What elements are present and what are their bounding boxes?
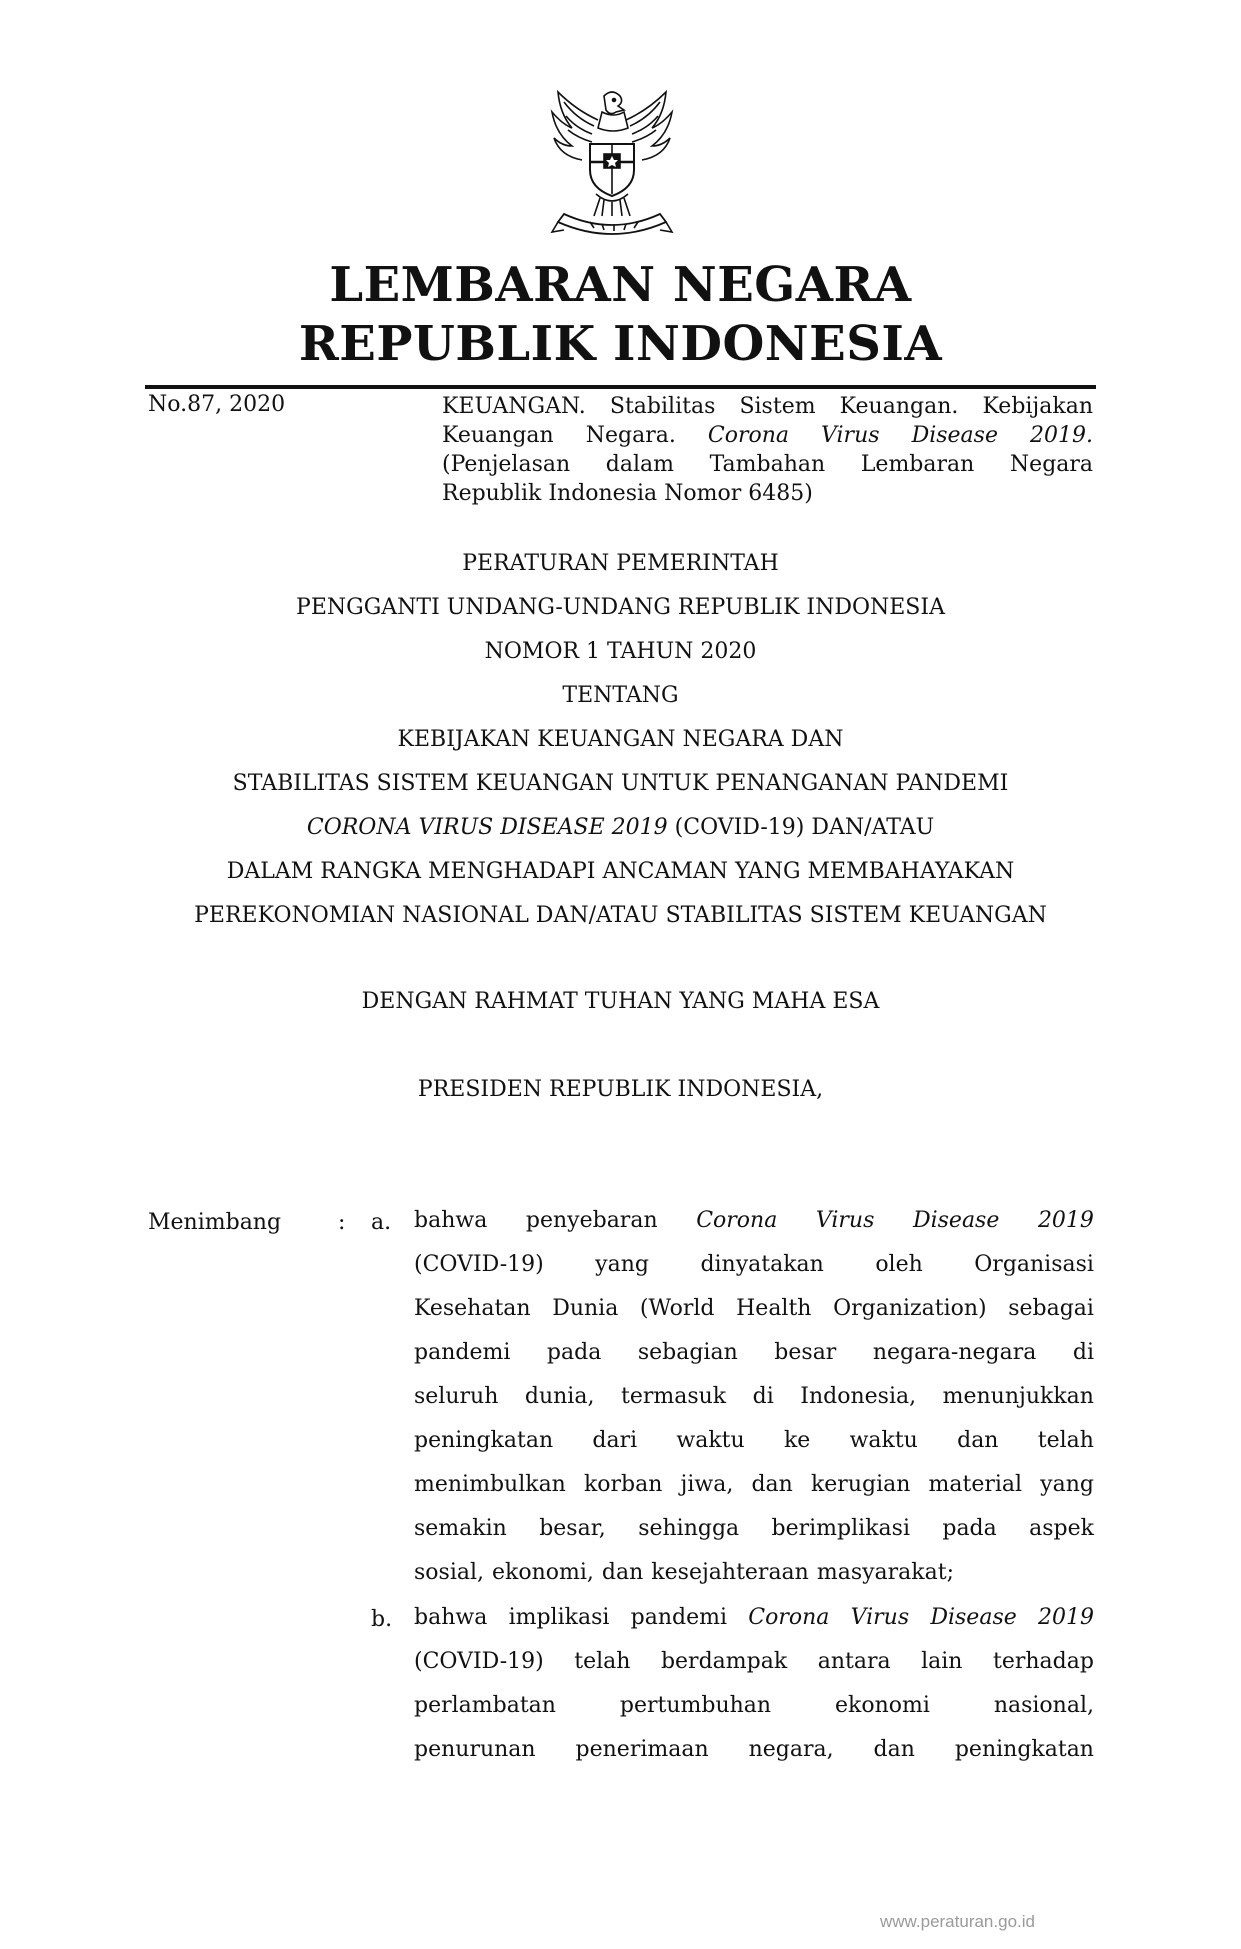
- paragraph-line: Kesehatan Dunia (World Health Organization) sebagai: [414, 1296, 1094, 1321]
- regulation-title-4: DALAM RANGKA MENGHADAPI ANCAMAN YANG MEMBAHAYAKAN: [226, 859, 1015, 884]
- regulation-type-2: PENGGANTI UNDANG-UNDANG REPUBLIK INDONESIA: [296, 595, 945, 620]
- considering-colon: :: [338, 1210, 346, 1235]
- paragraph-line: perlambatan pertumbuhan ekonomi nasional,: [414, 1693, 1094, 1718]
- gazette-title: LEMBARAN NEGARA: [329, 257, 912, 313]
- paragraph-line: (COVID-19) telah berdampak antara lain terhadap: [414, 1649, 1094, 1674]
- regulation-title-1: KEBIJAKAN KEUANGAN NEGARA DAN: [397, 727, 844, 752]
- paragraph-line: peningkatan dari waktu ke waktu dan telah: [414, 1428, 1094, 1453]
- garuda-emblem-icon: [534, 86, 690, 244]
- paragraph-line: pandemi pada sebagian besar negara-negara di: [414, 1340, 1094, 1365]
- header-divider: [145, 385, 1096, 389]
- regulation-type: PERATURAN PEMERINTAH: [462, 551, 779, 576]
- subject-line: Keuangan Negara. Corona Virus Disease 2019.: [442, 423, 1093, 448]
- subject-line: Republik Indonesia Nomor 6485): [442, 481, 813, 506]
- regulation-about: TENTANG: [562, 683, 679, 708]
- paragraph-line: bahwa penyebaran Corona Virus Disease 2019: [414, 1208, 1094, 1233]
- regulation-title-3: CORONA VIRUS DISEASE 2019 (COVID-19) DAN/ATAU: [306, 815, 935, 840]
- gazette-subject: [442, 392, 1093, 508]
- paragraph-line: menimbulkan korban jiwa, dan kerugian material yang: [414, 1472, 1094, 1497]
- president-line: PRESIDEN REPUBLIK INDONESIA,: [417, 1077, 824, 1102]
- footer-url: www.peraturan.go.id: [880, 1912, 1035, 1931]
- gazette-subtitle: REPUBLIK INDONESIA: [298, 316, 943, 372]
- paragraph-line: semakin besar, sehingga berimplikasi pada aspek: [414, 1516, 1094, 1541]
- gazette-number: No.87, 2020: [148, 392, 286, 417]
- considering-label: Menimbang: [148, 1210, 282, 1235]
- paragraph-line: seluruh dunia, termasuk di Indonesia, menunjukkan: [414, 1384, 1094, 1409]
- subject-line: KEUANGAN. Stabilitas Sistem Keuangan. Kebijakan: [442, 394, 1093, 419]
- regulation-number: NOMOR 1 TAHUN 2020: [484, 639, 757, 664]
- item-b-marker: b.: [371, 1607, 393, 1632]
- paragraph-line: sosial, ekonomi, dan kesejahteraan masyarakat;: [414, 1560, 954, 1585]
- considering-item-b: [414, 1596, 1094, 1772]
- paragraph-line: penurunan penerimaan negara, dan peningkatan: [414, 1737, 1094, 1762]
- considering-item-a: [414, 1199, 1094, 1595]
- item-a-marker: a.: [371, 1210, 392, 1235]
- regulation-title-5: PEREKONOMIAN NASIONAL DAN/ATAU STABILITAS SISTEM KEUANGAN: [194, 903, 1047, 928]
- regulation-title-2: STABILITAS SISTEM KEUANGAN UNTUK PENANGANAN PANDEMI: [232, 771, 1009, 796]
- paragraph-line: (COVID-19) yang dinyatakan oleh Organisasi: [414, 1252, 1094, 1277]
- subject-line: (Penjelasan dalam Tambahan Lembaran Negara: [442, 452, 1094, 477]
- paragraph-line: bahwa implikasi pandemi Corona Virus Disease 2019: [414, 1605, 1094, 1630]
- blessing-line: DENGAN RAHMAT TUHAN YANG MAHA ESA: [361, 989, 880, 1014]
